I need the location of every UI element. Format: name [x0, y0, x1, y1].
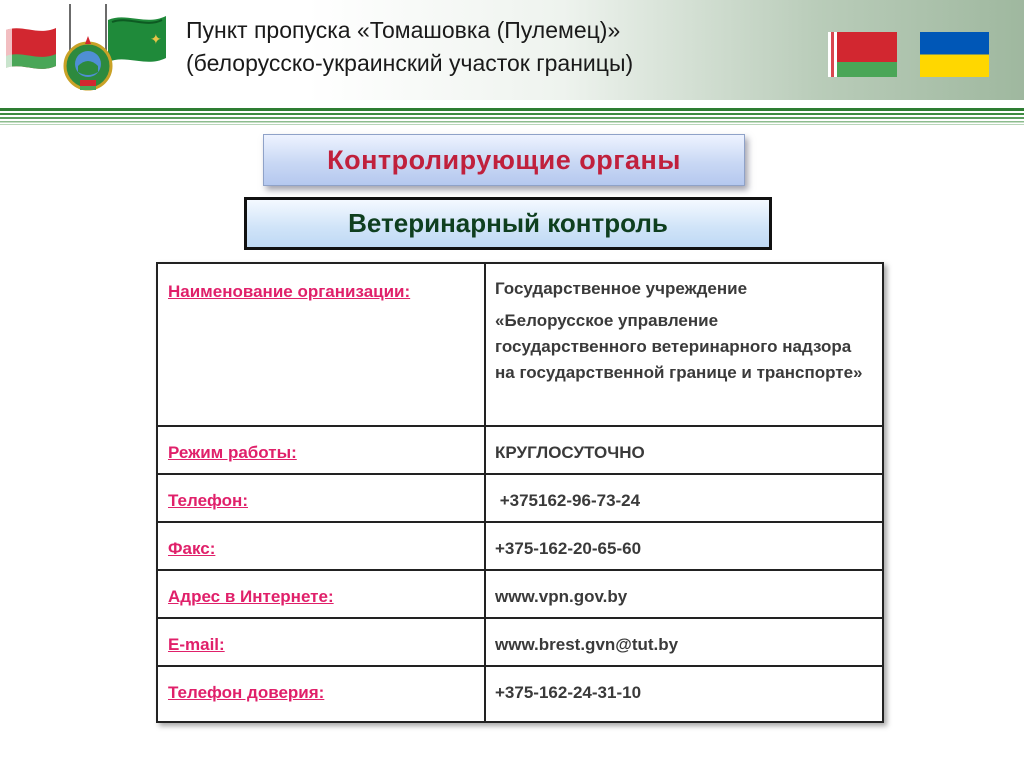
decorative-stripes: [0, 108, 1024, 128]
emblem-and-flags-logo: [0, 0, 180, 100]
table-row-phone: [157, 474, 883, 522]
working-hours-value: КРУГЛОСУТОЧНО: [495, 443, 645, 462]
section-title: Контролирующие органы: [327, 144, 681, 175]
phone-label: Телефон:: [168, 491, 248, 510]
website-label: Адрес в Интернете:: [168, 587, 334, 606]
email-link[interactable]: www.brest.gvn@tut.by: [495, 635, 679, 654]
website-link[interactable]: www.vpn.gov.by: [495, 587, 628, 606]
slide-header: [0, 0, 1024, 100]
working-hours-label: Режим работы:: [168, 443, 297, 462]
table-cell-label: [157, 666, 485, 722]
svg-text:✦: ✦: [150, 32, 162, 48]
trust-phone-label: Телефон доверия:: [168, 683, 325, 702]
table-row-website: [157, 570, 883, 618]
table-cell-value: [485, 263, 883, 426]
subsection-heading-box: [244, 197, 772, 250]
table-cell-label: [157, 426, 485, 474]
table-cell-value: [485, 522, 883, 570]
table-cell-value: [485, 570, 883, 618]
table-row-trust-phone: [157, 666, 883, 722]
table-cell-label: [157, 522, 485, 570]
organization-name-line2: «Белорусское управление государственного ветеринарного надзора на государственной границе и транспорте»: [495, 311, 863, 382]
fax-value: +375-162-20-65-60: [495, 539, 642, 558]
ukraine-flag-icon: [920, 32, 989, 77]
table-row-fax: [157, 522, 883, 570]
phone-value[interactable]: +375162-96-73-24: [495, 491, 641, 510]
section-heading-box: [263, 134, 745, 186]
slide-title-line2: (белорусско-украинский участок границы): [186, 50, 634, 76]
organization-name-line1: Государственное учреждение: [495, 279, 748, 298]
belarus-flag-icon: [828, 32, 897, 77]
table-cell-label: [157, 263, 485, 426]
slide-title-line1: Пункт пропуска «Томашовка (Пулемец)»: [186, 17, 621, 43]
email-label: E-mail:: [168, 635, 225, 654]
table-row-organization: [157, 263, 883, 426]
trust-phone-value[interactable]: +375-162-24-31-10: [495, 683, 642, 702]
contact-info-table: [156, 262, 884, 723]
fax-label: Факс:: [168, 539, 216, 558]
organization-name-label: Наименование организации:: [168, 282, 411, 301]
table-cell-value: [485, 618, 883, 666]
table-cell-value: [485, 426, 883, 474]
table-cell-label: [157, 474, 485, 522]
table-cell-value: [485, 474, 883, 522]
table-cell-value: [485, 666, 883, 722]
table-row-working-hours: [157, 426, 883, 474]
slide-title: [186, 14, 806, 80]
border-emblem-icon: [0, 0, 180, 100]
table-row-email: [157, 618, 883, 666]
table-cell-label: [157, 618, 485, 666]
subsection-title: Ветеринарный контроль: [348, 208, 668, 238]
table-cell-label: [157, 570, 485, 618]
